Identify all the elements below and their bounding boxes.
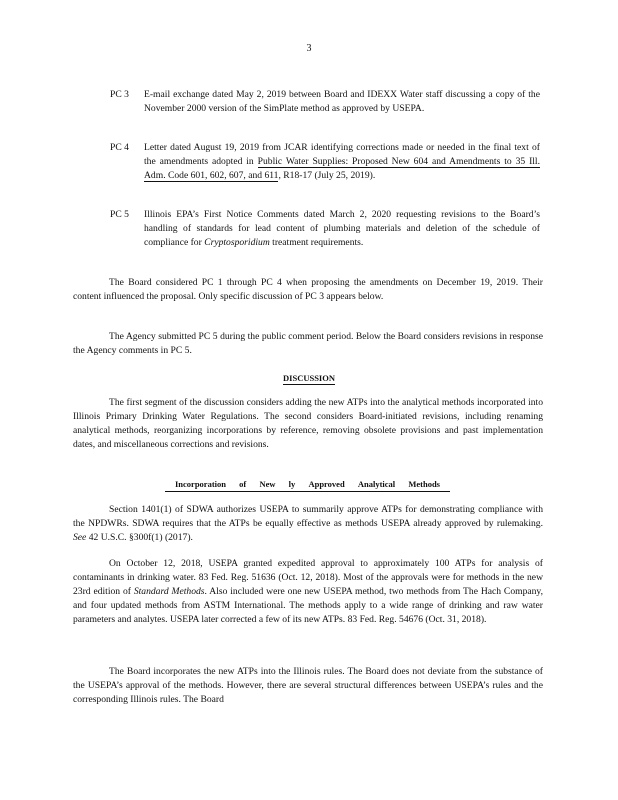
paragraph-text: Section 1401(1) of SDWA authorizes USEPA to summarily approve ATPs for demonstrating compliance with the NPDWRs. SDWA requires that the ATPs be equally effective as methods USEPA already approved by rulemaking. — [73, 504, 543, 529]
pc-italic-term: Cryptosporidium — [204, 237, 270, 248]
pc-3-entry — [110, 88, 540, 116]
paragraph-board-incorporates — [73, 665, 543, 707]
pc-code: PC 5 — [110, 209, 129, 220]
paragraph-board-considered — [73, 276, 543, 304]
paragraph-text: . Also included were one new USEPA method, two methods from The Hach Company, and four updated methods from ASTM International. The methods apply to a wide range of drinking and raw water parameters and analytes. USEPA later corrected a few of its new ATPs. 83 Fed. Reg. 54676 (Oct. 31, 2018). — [73, 586, 544, 625]
subheading-word: ly — [288, 479, 296, 489]
paragraph-text: The first segment of the discussion considers adding the new ATPs into the analytical methods incorporated into Illinois Primary Drinking Water Regulations. The second considers Board-initiated revisions, including renaming analytical methods, reorganizing incorporations by reference, removing obsolete provisions and past implementation dates, and miscellaneous corrections and revisions. — [73, 397, 543, 450]
pc-5-entry — [110, 208, 540, 250]
paragraph-agency-submitted — [73, 330, 543, 358]
subheading-word: Approved — [308, 479, 345, 489]
discussion-heading — [0, 371, 618, 385]
publication-title: Standard Methods — [133, 586, 205, 597]
rulemaking-title: Public Water Supplies: Proposed New 604 and Amendments to 35 Ill. Adm. Code 601, 602, 607, and 611 — [144, 156, 541, 181]
paragraph-sdwa-section — [73, 503, 543, 545]
paragraph-discussion-overview — [73, 396, 543, 452]
subheading-word: Incorporation — [175, 479, 226, 489]
pc-text-before: Letter dated August 19, 2019 from JCAR identifying corrections made or needed in the final text of the amendments adopted in — [144, 142, 540, 167]
pc-code: PC 3 — [110, 89, 129, 100]
subheading-word: Methods — [408, 479, 440, 489]
paragraph-text: The Board considered PC 1 through PC 4 when proposing the amendments on December 19, 2019. Their content influenced the proposal. Only specific discussion of PC 3 appears below. — [73, 277, 543, 302]
pc-text: E-mail exchange dated May 2, 2019 between Board and IDEXX Water staff discussing a copy of the November 2000 version of the SimPlate method as approved by USEPA. — [144, 89, 540, 114]
page-number: 3 — [306, 43, 312, 54]
pc-text-before: Illinois EPA’s First Notice Comments dated March 2, 2020 requesting revisions to the Board’s handling of standards for lead content of plumbing materials and deletion of the schedule of compliance for — [144, 209, 540, 248]
pc-code: PC 4 — [110, 142, 129, 153]
pc-text — [144, 141, 540, 183]
pc-text-after: treatment requirements. — [269, 237, 364, 248]
paragraph-october-approval — [73, 557, 543, 627]
paragraph-text: The Agency submitted PC 5 during the public comment period. Below the Board considers revisions in response the Agency comments in PC 5. — [73, 331, 543, 356]
pc-4-entry — [110, 141, 540, 183]
subheading-word: New — [259, 479, 276, 489]
pc-text-after: , R18-17 (July 25, 2019). — [278, 170, 376, 181]
paragraph-text: On October 12, 2018, USEPA granted expedited approval to approximately 100 ATPs for analysis of contaminants in drinking water. 83 Fed. Reg. 51636 (Oct. 12, 2018). Most of the approvals were for methods in the new 23rd edition of — [73, 558, 543, 597]
subheading-word: Analytical — [357, 479, 396, 489]
paragraph-text: The Board incorporates the new ATPs into the Illinois rules. The Board does not deviate from the substance of the USEPA’s approval of the methods. However, there are several structural differences between USEPA’s rules and the corresponding Illinois rules. The Board — [73, 666, 543, 705]
citation-signal: See — [73, 532, 87, 543]
pc-text — [144, 208, 540, 250]
heading-text: DISCUSSION — [283, 373, 335, 383]
paragraph-text: 42 U.S.C. §300f(1) (2017). — [86, 532, 193, 543]
subheading-new-methods — [165, 477, 450, 492]
subheading-word: of — [239, 479, 247, 489]
